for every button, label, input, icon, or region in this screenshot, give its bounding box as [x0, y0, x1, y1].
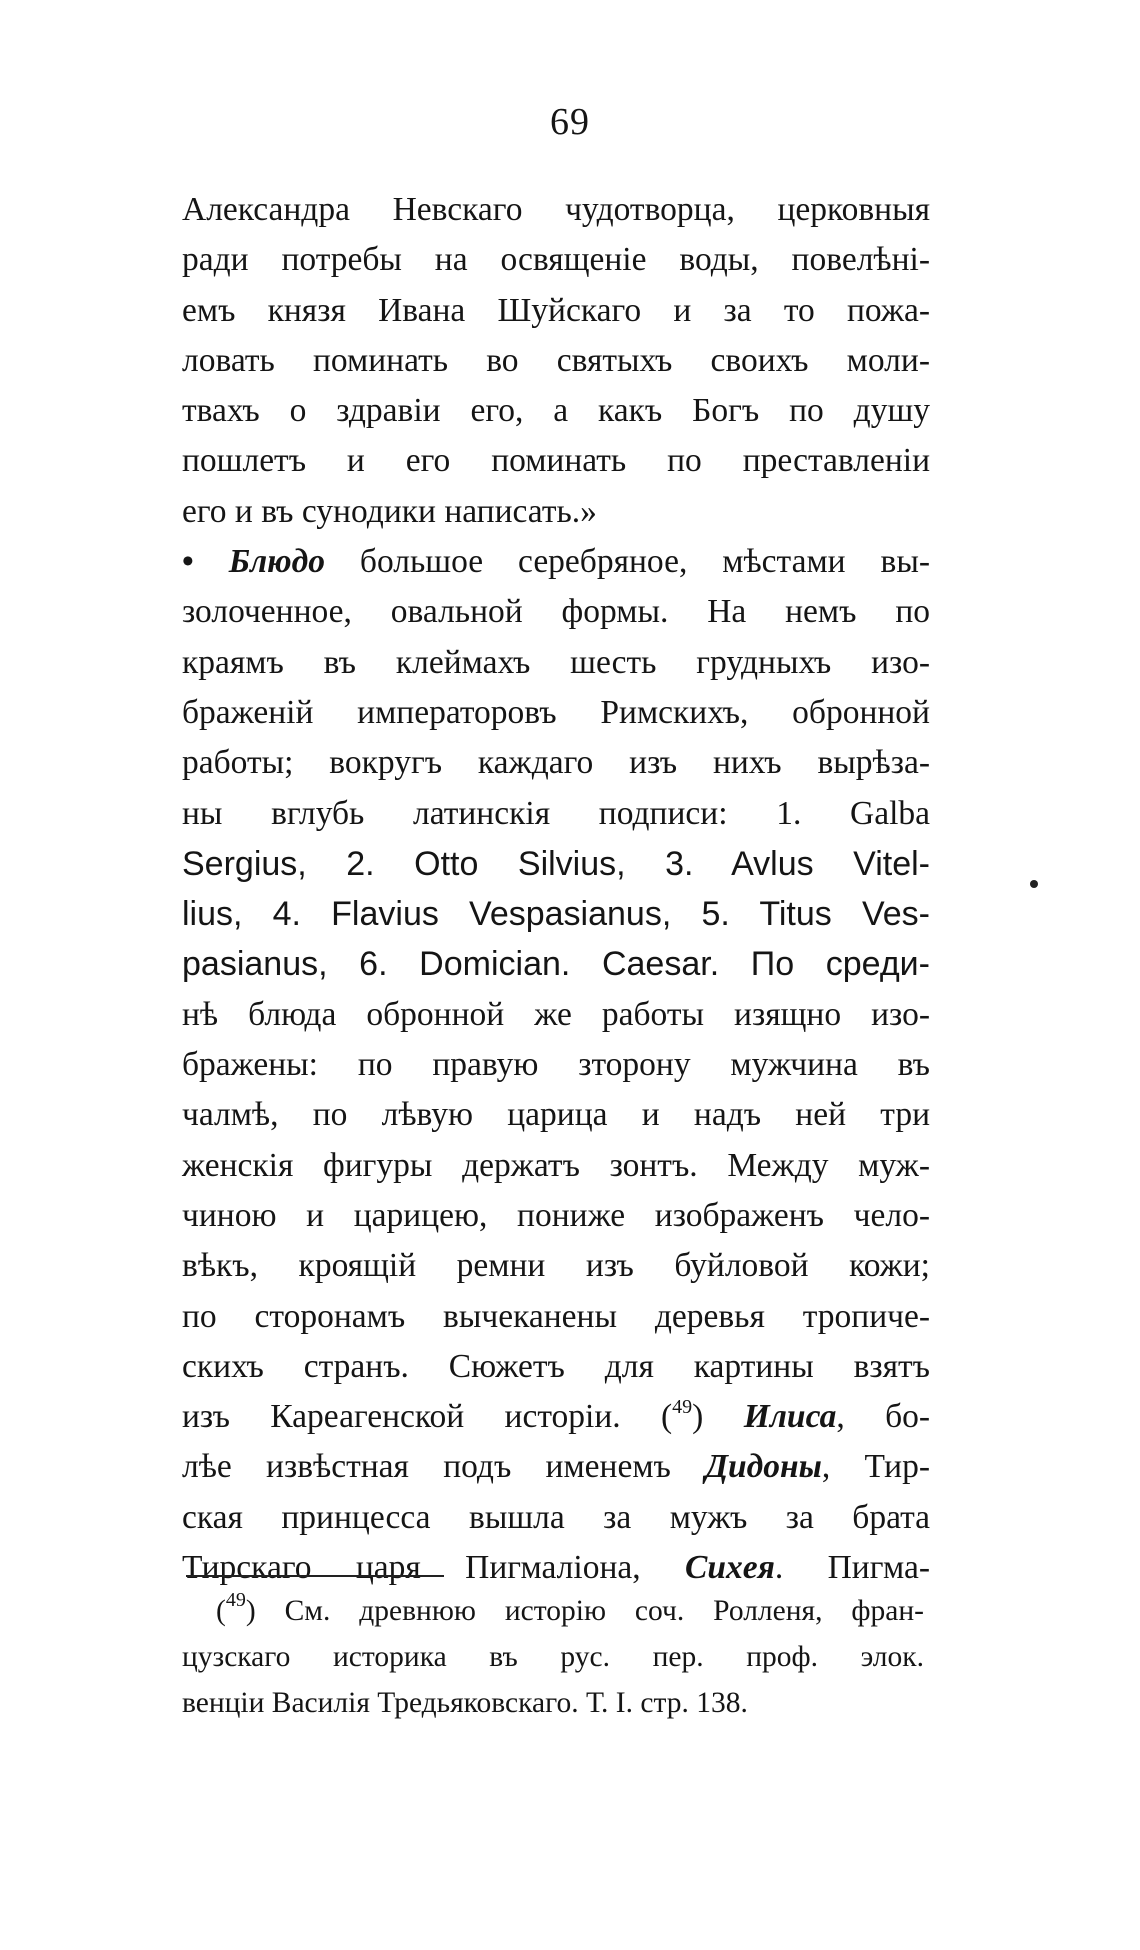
text-line: ловать поминать во святыхъ своихъ моли- — [182, 341, 930, 379]
text-line: вѣкъ, кроящій ремни изъ буйловой кожи; — [182, 1247, 930, 1285]
text-line: чалмѣ, по лѣвую царица и надъ ней три — [182, 1096, 930, 1134]
footnote-line: цузскаго историка въ рус. пер. проф. элок. — [182, 1641, 924, 1673]
footnote-number: 49 — [225, 1589, 246, 1611]
text-fragment: , Тир- — [821, 1448, 930, 1486]
text-line: краямъ въ клеймахъ шесть грудныхъ изо- — [182, 643, 930, 681]
reference-line — [182, 1392, 930, 1442]
footnote-paren: ) — [245, 1595, 256, 1627]
latin-text-line: pasianus, 6. Domician. Caesar. По среди- — [182, 945, 930, 984]
text-fragment: большое серебряное, мѣстами вы- — [324, 543, 931, 581]
text-line: ны вглубь латинскія подписи: 1. Galba — [182, 794, 930, 832]
latin-text-line: lius, 4. Flavius Vespasianus, 5. Titus Ves- — [182, 895, 930, 934]
text-fragment: . Пигма- — [774, 1549, 930, 1587]
italic-lead-word: Блюдо — [228, 543, 325, 581]
footnote — [182, 1588, 924, 1726]
latin-text-line: Sergius, 2. Otto Silvius, 3. Avlus Vitel- — [182, 844, 930, 883]
text-line: пошлетъ и его поминать по преставленіи — [182, 442, 930, 480]
text-line — [182, 1543, 930, 1593]
text-fragment: лѣе извѣстная подъ именемъ — [182, 1448, 706, 1486]
footnote-line — [216, 1588, 924, 1634]
ink-speck — [1030, 880, 1038, 888]
paragraph-marker: • — [182, 543, 194, 581]
text-fragment: , бо- — [836, 1398, 931, 1436]
italic-name: Илиса — [743, 1398, 837, 1436]
text-fragment: ) — [692, 1398, 744, 1436]
text-line: скихъ странъ. Сюжетъ для картины взятъ — [182, 1347, 930, 1385]
text-line: работы; вокругъ каждаго изъ нихъ вырѣза- — [182, 744, 930, 782]
text-line: ради потребы на освященіе воды, повелѣні- — [182, 241, 930, 279]
text-line: браженій императоровъ Римскихъ, обронной — [182, 693, 930, 731]
text-line: женскія фигуры держатъ зонтъ. Между муж- — [182, 1146, 930, 1184]
text-line: ская принцесса вышла за мужъ за брата — [182, 1498, 930, 1536]
text-line: бражены: по правую зторону мужчина въ — [182, 1046, 930, 1084]
footnote-reference: 49 — [672, 1396, 693, 1419]
text-line: его и въ сунодики написать.» — [182, 492, 597, 530]
page-number: 69 — [550, 101, 590, 143]
paragraph-start-line — [182, 537, 930, 587]
footnote-paren: ( — [216, 1595, 226, 1627]
text-line — [182, 1442, 930, 1492]
footnote-divider — [186, 1575, 444, 1577]
footnote-line: венціи Василія Тредьяковскаго. Т. I. стр. 138. — [182, 1687, 748, 1719]
text-line: по сторонамъ вычеканены деревья тропиче- — [182, 1297, 930, 1335]
text-line: твахъ о здравіи его, а какъ Богъ по душу — [182, 392, 930, 430]
italic-name: Сихея — [684, 1549, 775, 1587]
italic-name: Дидоны — [705, 1448, 822, 1486]
text-line: нѣ блюда обронной же работы изящно изо- — [182, 995, 930, 1033]
text-line: чиною и царицею, пониже изображенъ чело- — [182, 1196, 930, 1234]
text-line: Александра Невскаго чудотворца, церковныя — [182, 191, 930, 228]
text-fragment: См. древнюю исторію соч. Ролленя, фран- — [255, 1595, 924, 1627]
text-fragment: Тирскаго царя Пигмаліона, — [182, 1549, 685, 1587]
text-line: емъ князя Ивана Шуйскаго и за то пожа- — [182, 291, 930, 329]
text-line: золоченное, овальной формы. На немъ по — [182, 593, 930, 631]
body-text — [182, 185, 930, 1593]
text-fragment: изъ Кареагенской исторіи. ( — [182, 1398, 673, 1436]
